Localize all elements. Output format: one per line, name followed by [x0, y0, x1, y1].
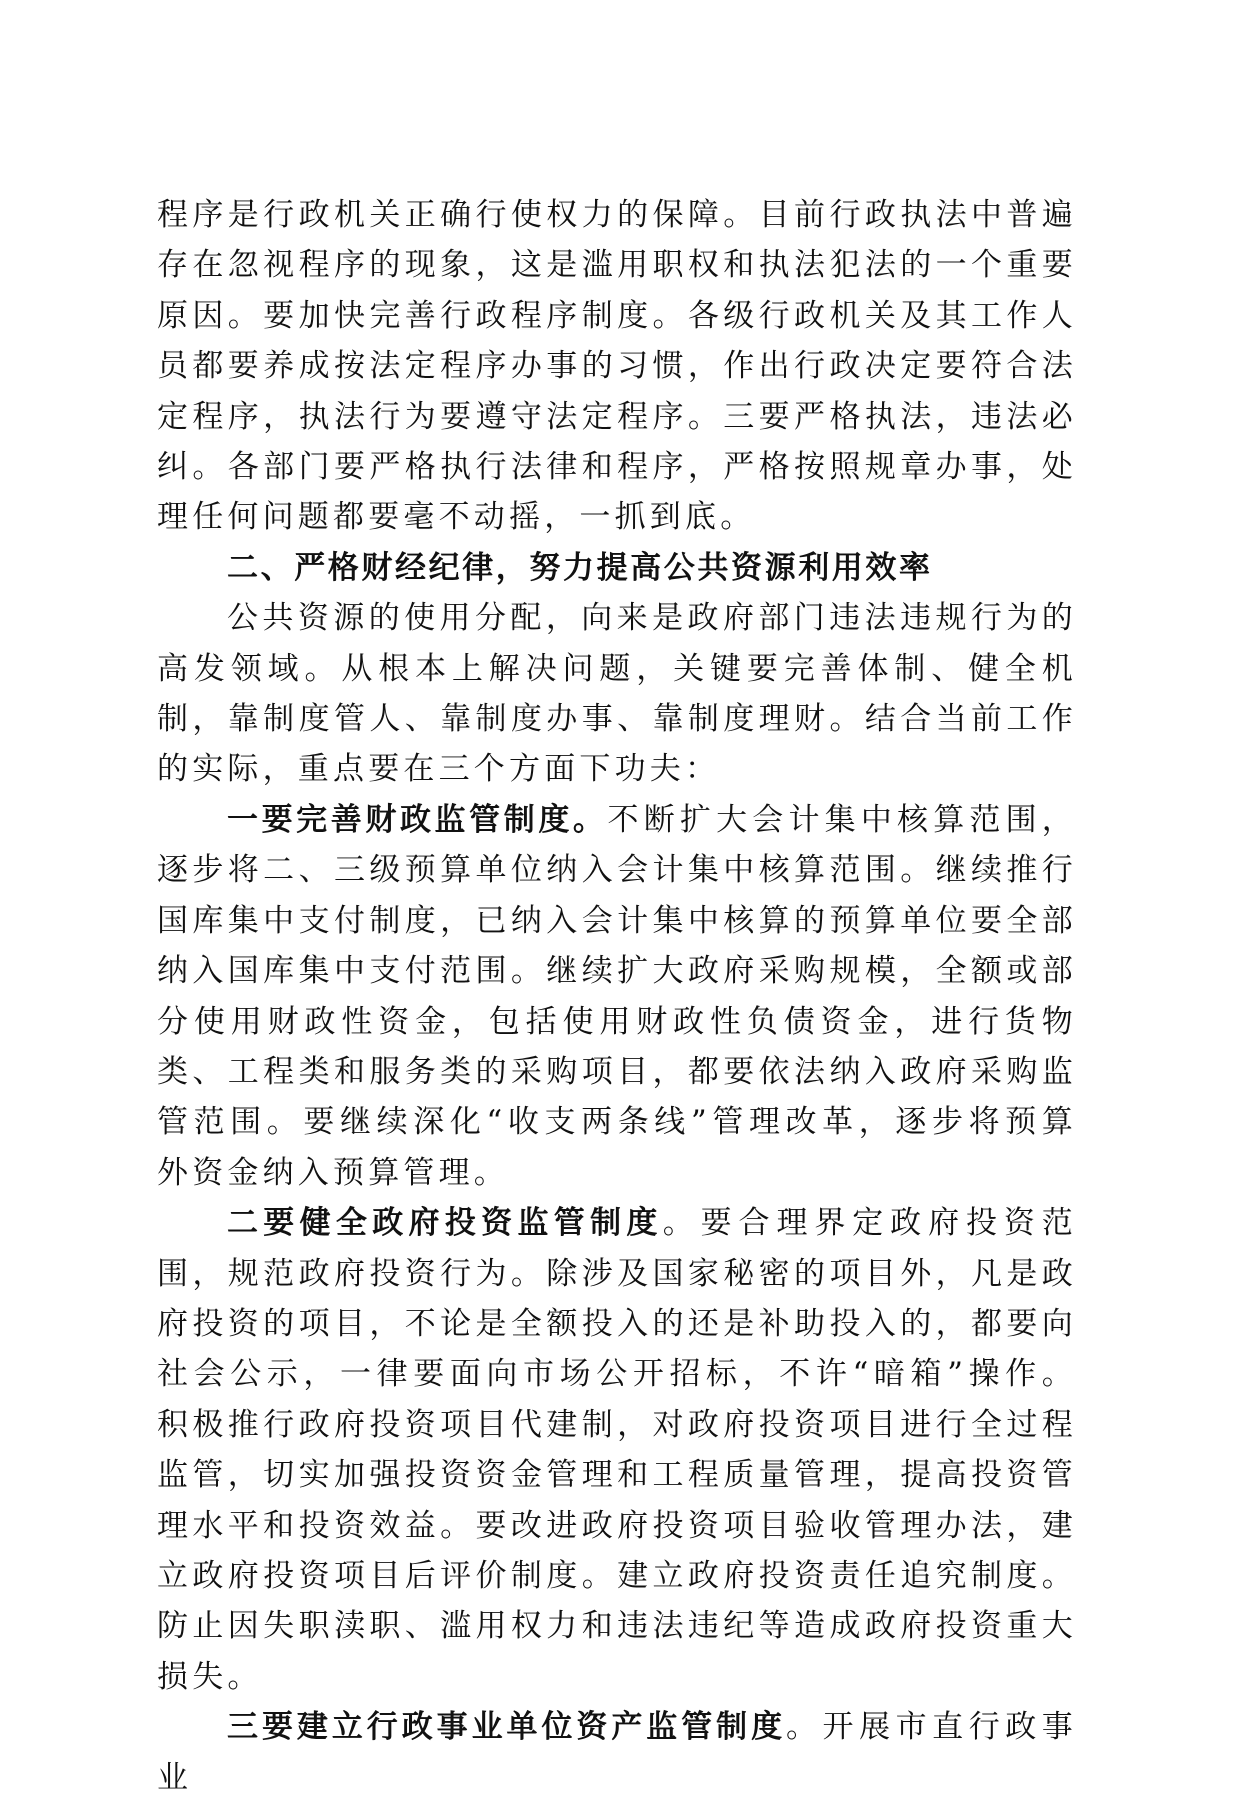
- paragraph-text: 。开展市直行政事业: [157, 1709, 1077, 1796]
- section-heading: [157, 543, 1077, 593]
- paragraph-lead: 三要建立行政事业单位资产监管制度: [227, 1709, 787, 1746]
- paragraph-text: 公共资源的使用分配，向来是政府部门违法违规行为的高发领域。从根本上解决问题，关键要完善体制、健全机制，靠制度管人、靠制度办事、靠制度理财。结合当前工作的实际，重点要在三个方面下功夫：: [157, 600, 1077, 788]
- document-body: [157, 190, 1077, 1803]
- section-heading-text: 二、严格财经纪律，努力提高公共资源利用效率: [227, 549, 933, 586]
- paragraph-lead: 一要完善财政监管制度。: [227, 801, 608, 838]
- paragraph-asset-supervision: [157, 1702, 1077, 1803]
- paragraph-public-resources: [157, 593, 1077, 795]
- paragraph-lead: 二要健全政府投资监管制度: [227, 1205, 663, 1242]
- paragraph-investment-supervision: [157, 1198, 1077, 1702]
- paragraph-text: 不断扩大会计集中核算范围，逐步将二、三级预算单位纳入会计集中核算范围。继续推行国库集中支付制度，已纳入会计集中核算的预算单位要全部纳入国库集中支付范围。继续扩大政府采购规模，全额或部分使用财政性资金，包括使用财政性负债资金，进行货物类、工程类和服务类的采购项目，都要依法纳入政府采购监管范围。要继续深化“收支两条线”管理改革，逐步将预算外资金纳入预算管理。: [157, 801, 1077, 1191]
- paragraph-fiscal-supervision: [157, 795, 1077, 1198]
- paragraph-procedure: [157, 190, 1077, 543]
- paragraph-text: 。要合理界定政府投资范围，规范政府投资行为。除涉及国家秘密的项目外，凡是政府投资的项目，不论是全额投入的还是补助投入的，都要向社会公示，一律要面向市场公开招标，不许“暗箱”操作。积极推行政府投资项目代建制，对政府投资项目进行全过程监管，切实加强投资资金管理和工程质量管理，提高投资管理水平和投资效益。要改进政府投资项目验收管理办法，建立政府投资项目后评价制度。建立政府投资责任追究制度。防止因失职渎职、滥用权力和违法违纪等造成政府投资重大损失。: [157, 1205, 1078, 1695]
- paragraph-text: 程序是行政机关正确行使权力的保障。目前行政执法中普遍存在忽视程序的现象，这是滥用职权和执法犯法的一个重要原因。要加快完善行政程序制度。各级行政机关及其工作人员都要养成按法定程序办事的习惯，作出行政决定要符合法定程序，执法行为要遵守法定程序。三要严格执法，违法必纠。各部门要严格执行法律和程序，严格按照规章办事，处理任何问题都要毫不动摇，一抓到底。: [157, 197, 1077, 536]
